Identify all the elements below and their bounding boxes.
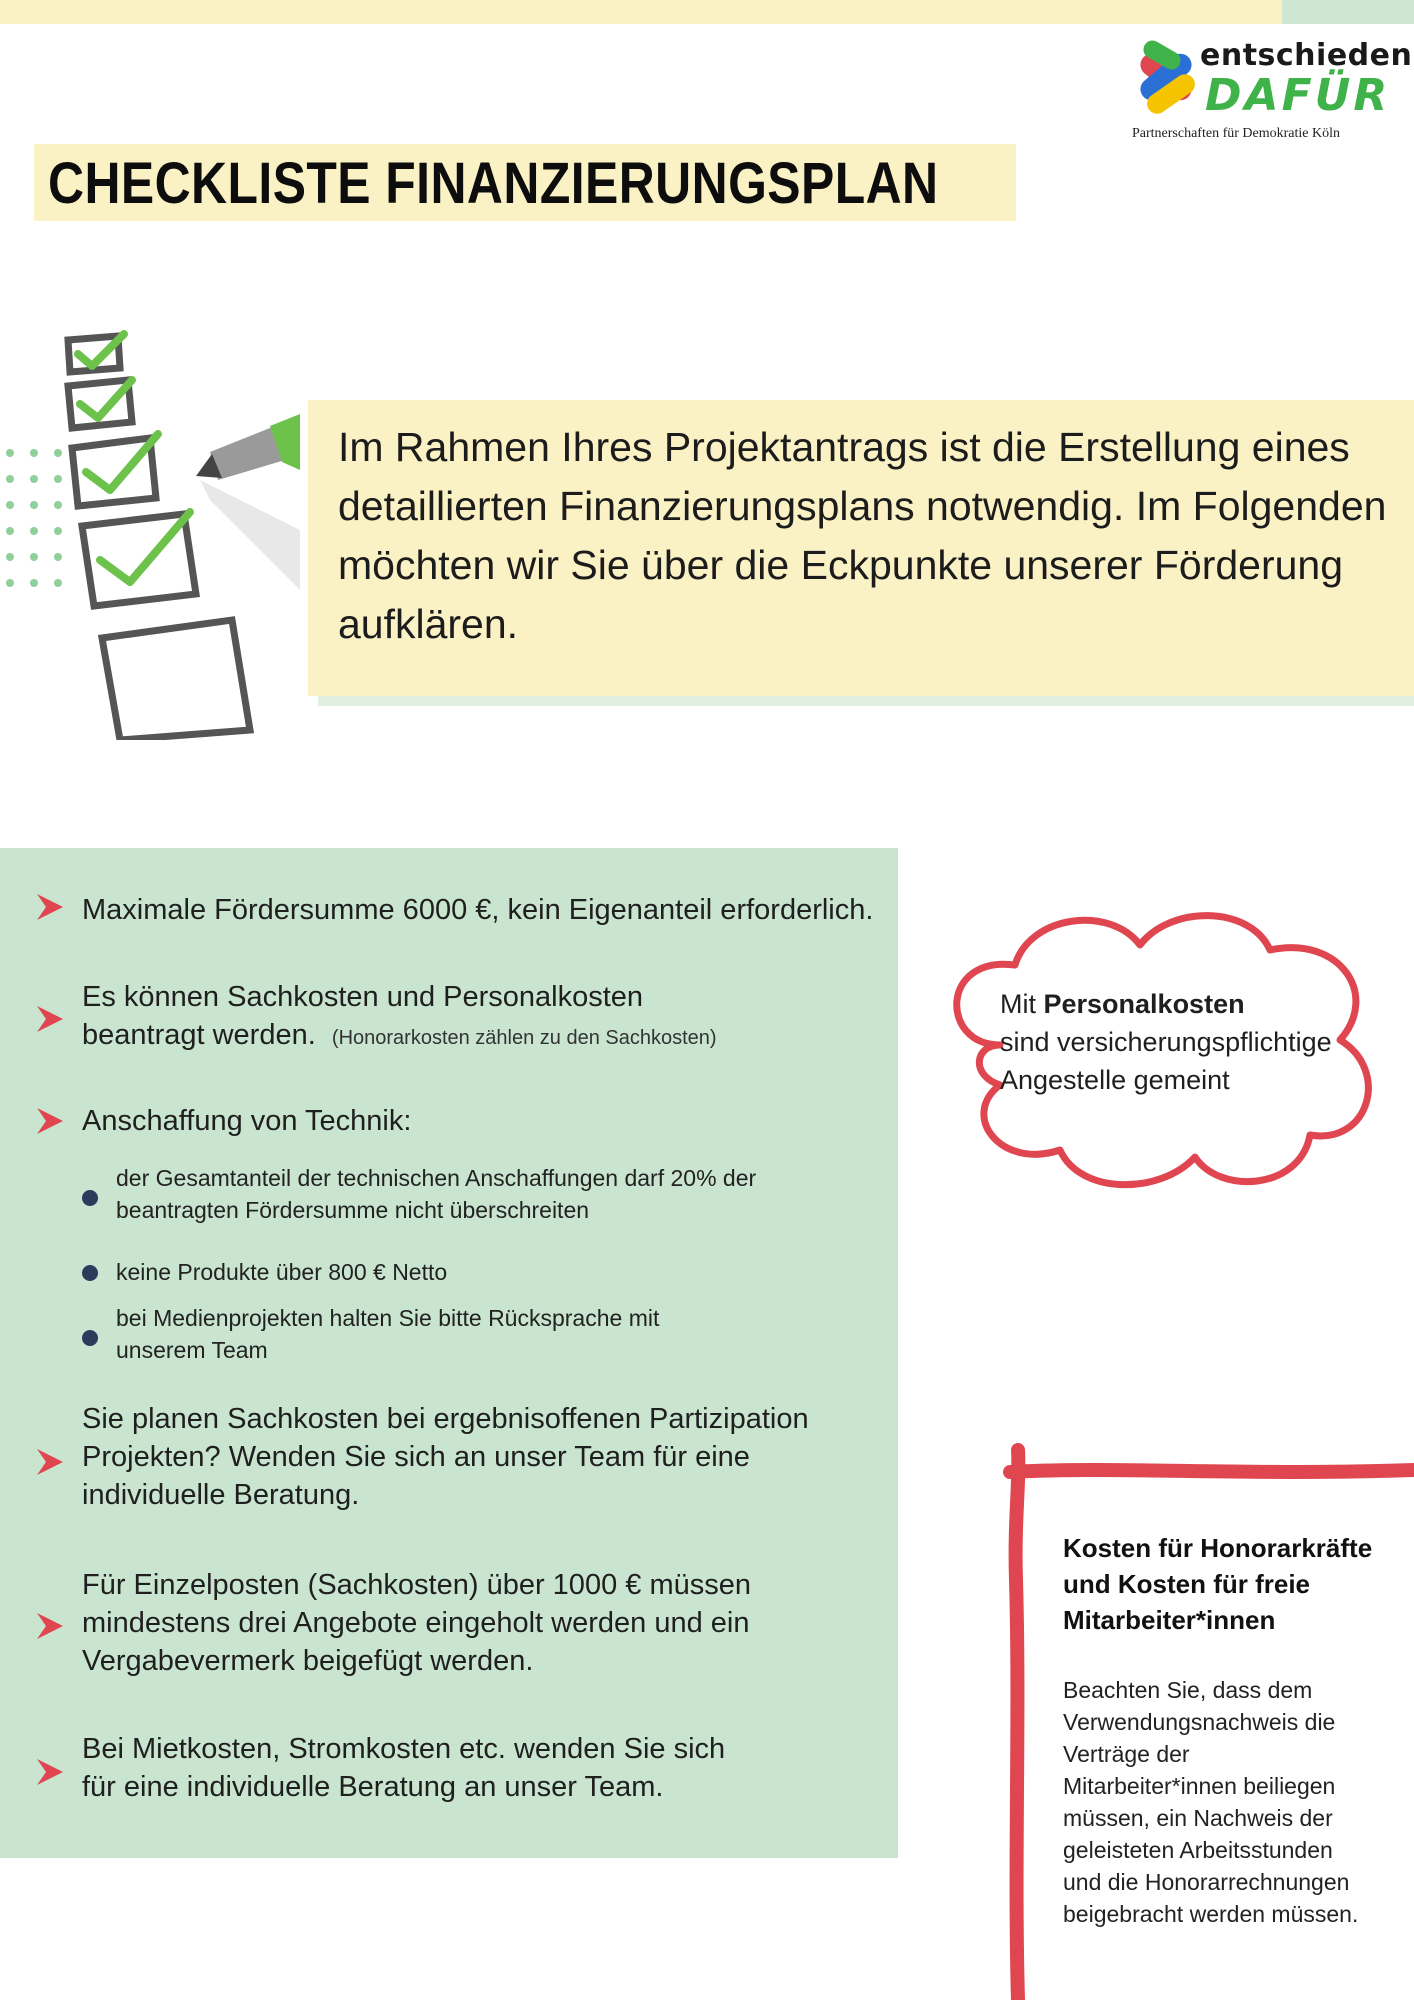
arrow-bullet-icon <box>34 1446 66 1478</box>
sub-line: beantragten Fördersumme nicht überschreiten <box>116 1197 590 1223</box>
top-decor-strip <box>0 0 1282 24</box>
item-line <box>82 1016 717 1057</box>
bullet-dot-icon <box>82 1190 98 1206</box>
logo-word-dafuer: DAFÜR <box>1205 70 1391 121</box>
arrow-bullet-icon <box>34 1105 66 1137</box>
item-max-funding: Maximale Fördersumme 6000 €, kein Eigenanteil erforderlich. <box>82 894 874 926</box>
sub-line: unserem Team <box>116 1337 268 1363</box>
cloud-text <box>1000 985 1332 1099</box>
arrow-bullet-icon <box>34 1003 66 1035</box>
item-technik: Anschaffung von Technik: <box>82 1105 412 1137</box>
cloud-bold-term: Personalkosten <box>1043 989 1245 1019</box>
honorar-note: (Honorarkosten zählen zu den Sachkosten) <box>331 1027 717 1049</box>
item-offers <box>82 1566 751 1680</box>
item-line: Vergabevermerk beigefügt werden. <box>82 1645 534 1677</box>
sub-line: bei Medienprojekten halten Sie bitte Rücksprache mit <box>116 1305 660 1331</box>
item-line: für eine individuelle Beratung an unser Team. <box>82 1771 664 1803</box>
arrow-bullet-icon <box>34 1756 66 1788</box>
bullet-dot-icon <box>82 1330 98 1346</box>
item-line: individuelle Beratung. <box>82 1479 360 1511</box>
honorar-title <box>1063 1530 1372 1638</box>
honorar-title-line: und Kosten für freie <box>1063 1569 1311 1599</box>
intro-line: aufklären. <box>338 601 519 647</box>
item-line: Für Einzelposten (Sachkosten) über 1000 € müssen <box>82 1569 751 1601</box>
honorar-body-line: beigebracht werden müssen. <box>1063 1901 1359 1927</box>
sub-item-technik-share <box>116 1162 756 1226</box>
intro-text <box>338 418 1398 654</box>
item-participation <box>82 1400 809 1514</box>
cloud-line: Angestelle gemeint <box>1000 1065 1230 1095</box>
honorar-body-line: Verträge der <box>1063 1741 1190 1767</box>
intro-line: detaillierten Finanzierungsplans notwendig. Im Folgenden <box>338 483 1387 529</box>
item-line: Bei Mietkosten, Stromkosten etc. wenden Sie sich <box>82 1733 726 1765</box>
honorar-body-line: Mitarbeiter*innen beiliegen <box>1063 1773 1336 1799</box>
honorar-body-line: Beachten Sie, dass dem <box>1063 1677 1313 1703</box>
sub-item-media-projects <box>116 1302 659 1366</box>
item-line: mindestens drei Angebote eingeholt werden und ein <box>82 1607 750 1639</box>
cloud-line: sind versicherungspflichtige <box>1000 1027 1332 1057</box>
arrow-bullet-icon <box>34 891 66 923</box>
top-decor-strip-green <box>1282 0 1414 24</box>
sub-line: der Gesamtanteil der technischen Anschaffungen darf 20% der <box>116 1165 757 1191</box>
arrow-bullet-icon <box>34 1610 66 1642</box>
logo-subtitle: Partnerschaften für Demokratie Köln <box>1132 126 1340 141</box>
checklist-illustration-icon <box>0 330 300 740</box>
item-line-text: beantragt werden. <box>82 1019 316 1051</box>
honorar-body-line: müssen, ein Nachweis der <box>1063 1805 1333 1831</box>
honorar-body <box>1063 1674 1358 1930</box>
bullet-dot-icon <box>82 1265 98 1281</box>
honorar-body-line: und die Honorarrechnungen <box>1063 1869 1350 1895</box>
item-cost-types <box>82 978 717 1057</box>
logo-word-entschieden: entschieden <box>1200 38 1413 73</box>
item-line: Es können Sachkosten und Personalkosten <box>82 981 644 1013</box>
honorar-title-line: Mitarbeiter*innen <box>1063 1605 1276 1635</box>
sub-item-product-limit: keine Produkte über 800 € Netto <box>116 1259 448 1285</box>
cloud-prefix: Mit <box>1000 989 1044 1019</box>
item-rent-costs <box>82 1730 725 1806</box>
honorar-body-line: Verwendungsnachweis die <box>1063 1709 1336 1735</box>
item-line: Sie planen Sachkosten bei ergebnisoffenen Partizipation <box>82 1403 809 1435</box>
intro-line: Im Rahmen Ihres Projektantrags ist die Erstellung eines <box>338 424 1350 470</box>
cloud-line <box>1000 985 1332 1023</box>
honorar-body-line: geleisteten Arbeitsstunden <box>1063 1837 1333 1863</box>
page-title: CHECKLISTE FINANZIERUNGSPLAN <box>48 151 939 216</box>
item-line: Projekten? Wenden Sie sich an unser Team für eine <box>82 1441 750 1473</box>
honorar-title-line: Kosten für Honorarkräfte <box>1063 1533 1373 1563</box>
intro-line: möchten wir Sie über die Eckpunkte unserer Förderung <box>338 542 1344 588</box>
